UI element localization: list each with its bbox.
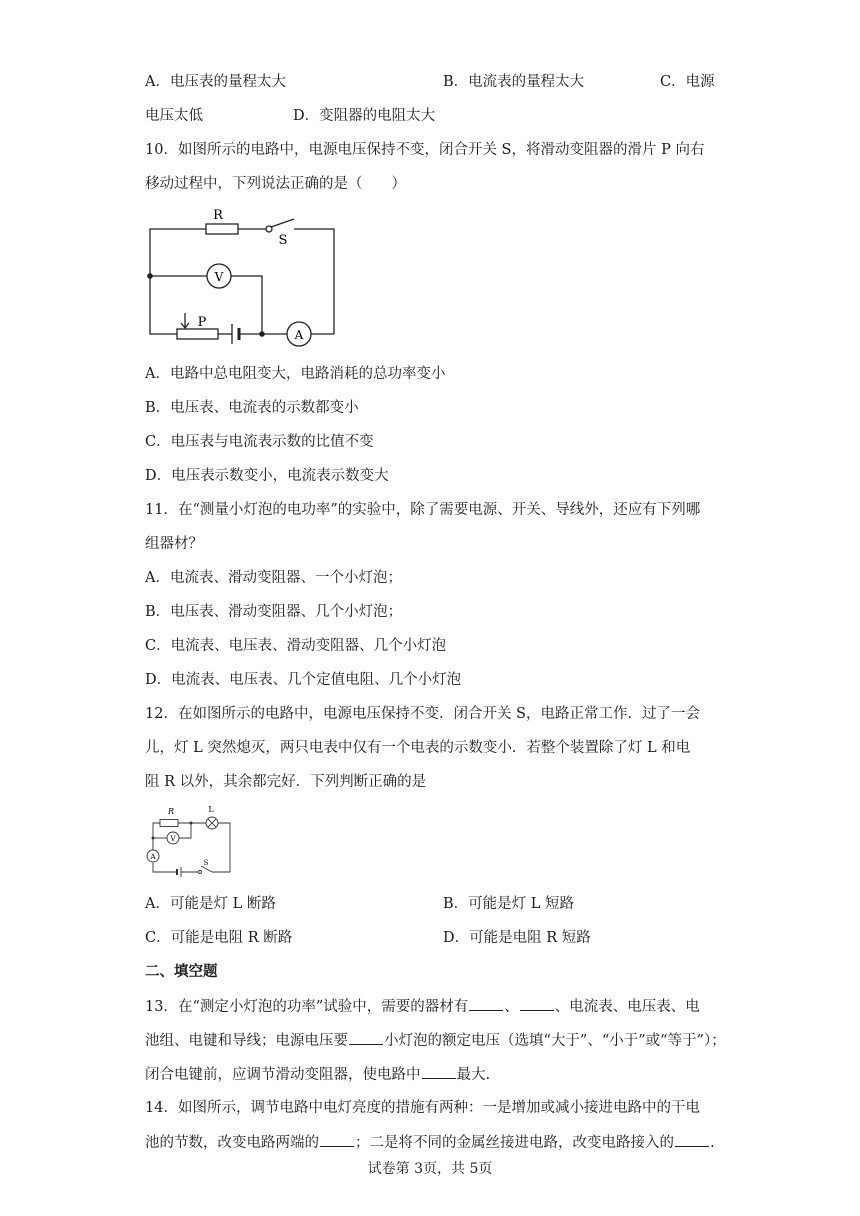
q10-circuit-diagram (140, 200, 350, 360)
q12-label-s: S (203, 859, 209, 867)
q9-option-b: B．电流表的量程太大 (443, 74, 585, 90)
q10-label-p: P (197, 315, 207, 330)
q9-option-d: D．变阻器的电阻太大 (293, 108, 436, 124)
q10-label-r: R (213, 208, 223, 223)
q9-options-row2 (145, 106, 436, 126)
q10-stem-line2: 移动过程中，下列说法正确的是（ ） (145, 176, 406, 192)
q12-label-a: A (150, 853, 156, 861)
q11-stem-line1: 11．在“测量小灯泡的电功率”的实验中，除了需要电源、开关、导线外，还应有下列哪 (145, 502, 701, 518)
q12-option-d: D．可能是电阻 R 短路 (443, 930, 591, 946)
q12-option-b: B．可能是灯 L 短路 (443, 896, 575, 912)
q10-option-d: D．电压表示数变小，电流表示数变大 (145, 468, 389, 484)
q11-option-c: C．电流表、电压表、滑动变阻器、几个小灯泡 (145, 638, 447, 654)
q13-line3: 闭合电键前，应调节滑动变阻器，使电路中 最大. (145, 1064, 490, 1085)
q12-stem-line1: 12．在如图所示的电路中，电源电压保持不变．闭合开关 S，电路正常工作．过了一会 (145, 706, 700, 722)
q12-circuit-diagram (140, 800, 235, 880)
q11-option-a: A．电流表、滑动变阻器、一个小灯泡； (145, 570, 402, 586)
q14-line1: 14．如图所示，调节电路中电灯亮度的措施有两种：一是增加或减小接进电路中的干电 (145, 1100, 700, 1116)
q12-option-a: A．可能是灯 L 断路 (145, 896, 276, 912)
q12-option-c: C．可能是电阻 R 断路 (145, 930, 293, 946)
q12-stem-line3: 阻 R 以外，其余都完好．下列判断正确的是 (145, 774, 427, 790)
q10-rheostat (177, 329, 218, 339)
section-title-fill-in: 二、填空题 (145, 963, 218, 980)
q11-stem-line2: 组器材？ (145, 536, 203, 552)
q10-label-s: S (278, 233, 288, 248)
q10-stem-line1: 10．如图所示的电路中，电源电压保持不变，闭合开关 S，将滑动变阻器的滑片 P 向右 (145, 142, 705, 158)
q10-label-v: V (214, 270, 224, 284)
q10-option-c: C．电压表与电流表示数的比值不变 (145, 434, 374, 450)
q13-blank-4[interactable] (422, 1064, 456, 1079)
q13-blank-1[interactable] (469, 996, 503, 1011)
q10-option-a: A．电路中总电阻变大，电路消耗的总功率变小 (145, 366, 446, 382)
q11-option-d: D．电流表、电压表、几个定值电阻、几个小灯泡 (145, 672, 462, 688)
q9-option-c-cont: 电压太低 (145, 108, 203, 124)
q10-resistor-r (206, 224, 238, 234)
q10-label-a: A (294, 328, 304, 342)
q12-stem-line2: 儿，灯 L 突然熄灭，两只电表中仅有一个电表的示数变小．若整个装置除了灯 L 和电 (145, 740, 691, 756)
q12-options-row1 (145, 894, 575, 914)
q13-blank-3[interactable] (349, 1030, 383, 1045)
q9-option-c: C．电源 (660, 74, 715, 90)
page-footer: 试卷第 3页，共 5页 (367, 1161, 493, 1177)
q14-line2: 池的节数，改变电路两端的 ；二是将不同的金属丝接进电路，改变电路接入的 . (145, 1132, 715, 1153)
q9-option-a: A．电压表的量程太大 (145, 74, 286, 90)
q11-option-b: B．电压表、滑动变阻器、几个小灯泡； (145, 604, 403, 620)
q12-options-row2 (145, 928, 591, 948)
q13-line2: 池组、电键和导线；电源电压要 小灯泡的额定电压（选填“大于”、“小于”或“等于”）； (145, 1030, 726, 1051)
q13-line1: 13．在“测定小灯泡的功率”试验中，需要的器材有 、 、电流表、电压表、电 (145, 996, 700, 1017)
q12-label-r: R (167, 807, 175, 816)
q10-option-b: B．电压表、电流表的示数都变小 (145, 400, 359, 416)
q12-resistor-r (160, 820, 178, 827)
q12-label-v: V (170, 835, 176, 843)
q9-options-row1 (145, 72, 715, 92)
q12-label-l: L (208, 805, 214, 814)
q14-blank-2[interactable] (675, 1132, 709, 1147)
q13-blank-2[interactable] (520, 996, 554, 1011)
q14-blank-1[interactable] (320, 1132, 354, 1147)
